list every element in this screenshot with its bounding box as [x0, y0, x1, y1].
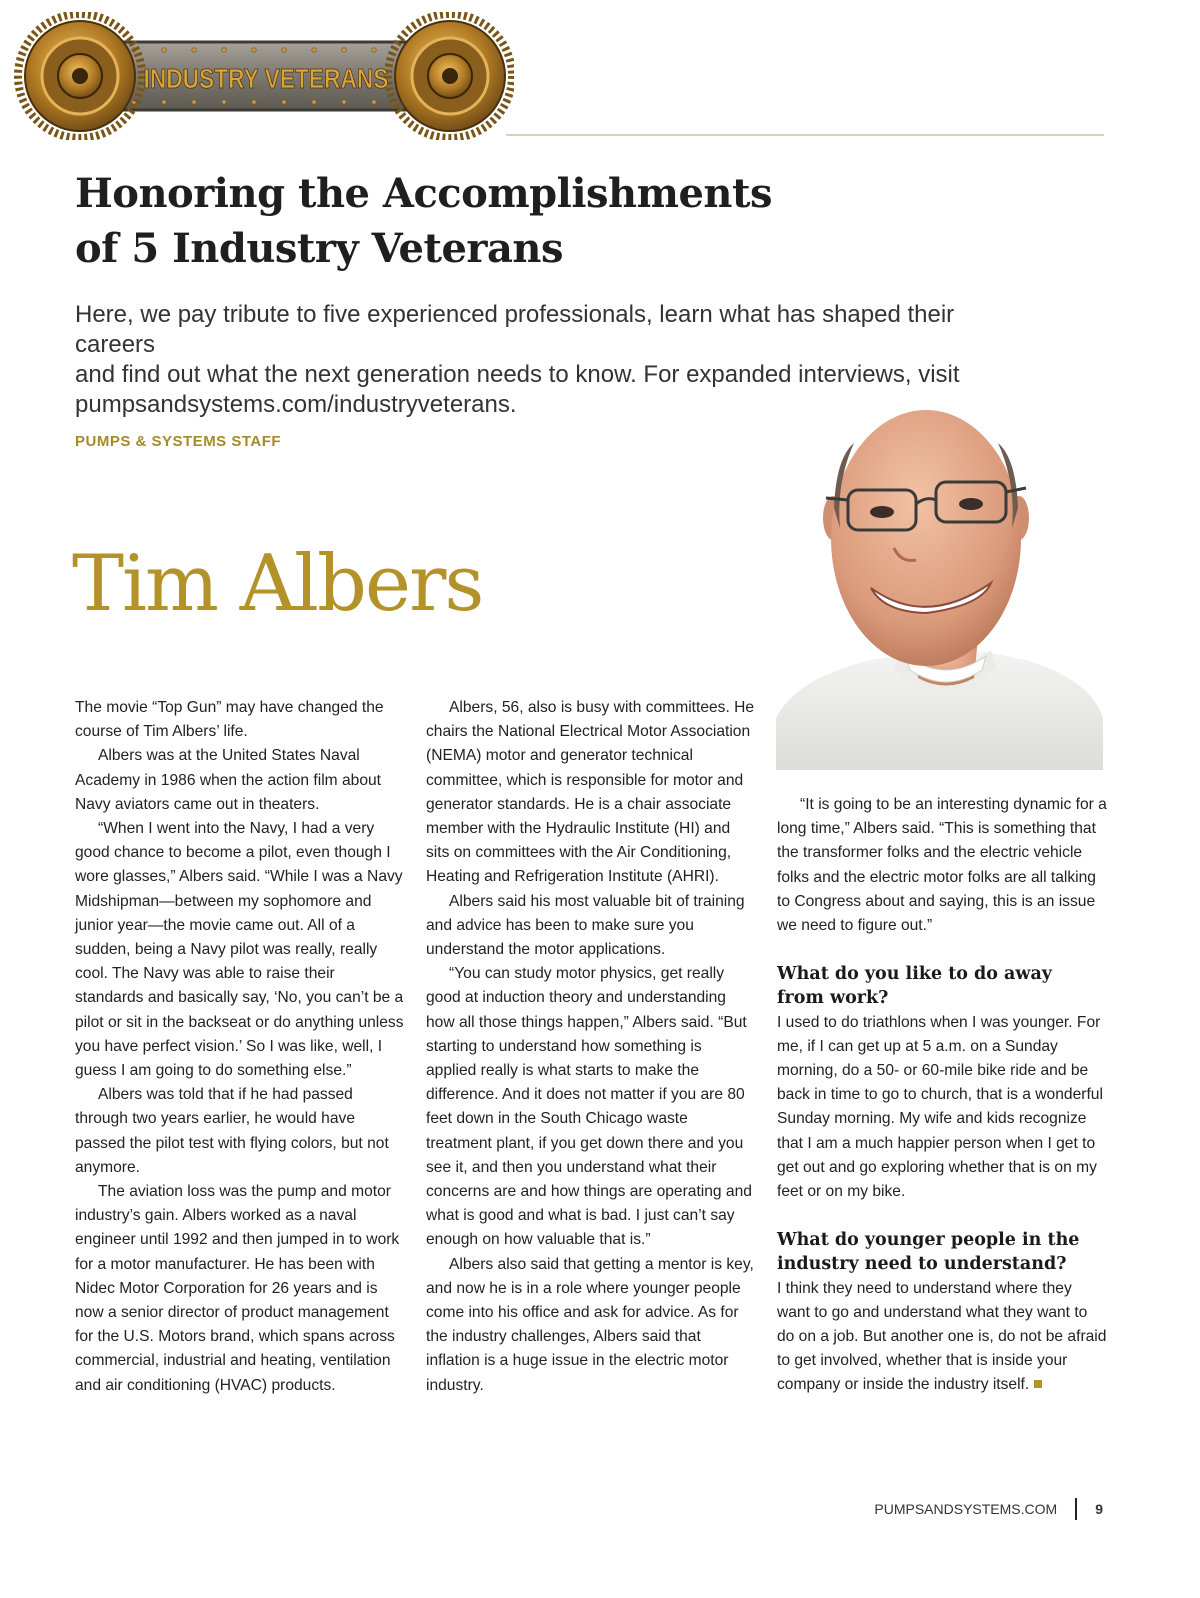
- paragraph: Albers also said that getting a mentor is key, and now he is in a role where younger people come into his office and ask for advice. As for the industry challenges, Albers said that inflation is a huge issue in the electric motor industry.: [426, 1255, 754, 1394]
- portrait-photo: [776, 388, 1103, 770]
- paragraph: Albers said his most valuable bit of training and advice has been to make sure you understand the motor applications.: [426, 892, 745, 959]
- right-gear-icon: [388, 14, 512, 138]
- answer-2-wrapper: [777, 1277, 1107, 1398]
- question-2-line-1: What do younger people in the: [777, 1230, 1080, 1251]
- paragraph: Albers was told that if he had passed through two years earlier, he would have passed the pilot test with flying colors, but not anymore.: [75, 1086, 389, 1176]
- question-1-line-1: What do you like to do away: [777, 964, 1052, 985]
- footer-site: PUMPSANDSYSTEMS.COM: [874, 1501, 1058, 1517]
- paragraph: “When I went into the Navy, I had a very good chance to become a pilot, even though I wore glasses,” Albers said. “While I was a Navy Midshipman—between my sophomore and junior year—the movie came out. All of a sudden, being a Navy pilot was really, really cool. The Navy was able to raise their standards and basically say, ‘No, you can’t be a pilot or sit in the backseat or do anything unless you have perfect vision.’ So I was like, well, I guess I am going to do something else.”: [75, 820, 404, 1080]
- answer-1: I used to do triathlons when I was younger. For me, if I can get up at 5 a.m. on a Sunday morning, do a 50- or 60-mile bike ride and be back in time to go to church, that is a wonderful Sunday morning. My wife and kids recognize that I am a much happier person when I get to get out and go exploring whether that is on my feet or on my bike.: [777, 1013, 1103, 1201]
- question-2-line-2: industry need to understand?: [777, 1254, 1067, 1275]
- paragraph: The aviation loss was the pump and motor industry’s gain. Albers worked as a naval engineer until 1992 and then jumped in to work for a motor manufacturer. He has been with Nidec Motor Corporation for 26 years and is now a senior director of product management for the U.S. Motors brand, which spans across commercial, industrial and heating, ventilation and air conditioning (HVAC) products.: [75, 1183, 400, 1394]
- article-column-1: [75, 696, 405, 1398]
- byline: PUMPS & SYSTEMS STAFF: [75, 433, 282, 450]
- industry-veterans-banner: [14, 12, 514, 140]
- quote-paragraph: “It is going to be an interesting dynamic for a long time,” Albers said. “This is something that the transformer folks and the electric vehicle folks and the electric motor folks are all talking to Congress about and saying, this is an issue we need to figure out.”: [777, 796, 1107, 935]
- title-line-1: Honoring the Accomplishments: [75, 170, 772, 217]
- page-footer: [874, 1498, 1103, 1520]
- article-column-3: [777, 793, 1107, 1398]
- banner-rule: [506, 134, 1104, 136]
- page-title: [75, 166, 975, 276]
- title-line-2: of 5 Industry Veterans: [75, 225, 563, 272]
- paragraph: The movie “Top Gun” may have changed the course of Tim Albers’ life.: [75, 699, 384, 741]
- answer-2: I think they need to understand where they want to go and understand what they want to do on a job. But another one is, do not be afraid to get involved, whether that is inside your company or inside the industry itself.: [777, 1279, 1107, 1394]
- paragraph: Albers, 56, also is busy with committees. He chairs the National Electrical Motor Association (NEMA) motor and generator technical committee, which is responsible for motor and generator standards. He is a chair associate member with the Hydraulic Institute (HI) and sits on committees with the Air Conditioning, Heating and Refrigeration Institute (AHRI).: [426, 699, 755, 886]
- deck-line-2: and find out what the next generation needs to know. For expanded interviews, visit: [75, 361, 960, 388]
- deck-line-1: Here, we pay tribute to five experienced professionals, learn what has shaped their careers: [75, 301, 955, 358]
- banner-label: INDUSTRY VETERANS: [143, 63, 389, 94]
- left-gear-icon: [18, 14, 142, 138]
- paragraph: Albers was at the United States Naval Academy in 1986 when the action film about Navy aviators came out in theaters.: [75, 747, 381, 813]
- article-column-2: [426, 696, 756, 1398]
- question-heading-2: [777, 1228, 1107, 1276]
- deck-line-3: pumpsandsystems.com/industryveterans.: [75, 391, 517, 418]
- page-number: 9: [1095, 1501, 1103, 1517]
- footer-divider: [1075, 1498, 1077, 1520]
- end-mark-icon: [1034, 1380, 1042, 1388]
- question-heading-1: [777, 962, 1107, 1010]
- paragraph: “You can study motor physics, get really good at induction theory and understanding how all those things happen,” Albers said. “But starting to understand how something is applied really is what starts to make the difference. And it does not matter if you are 80 feet down in the South Chicago waste treatment plant, if you get down there and you see it, and then you understand what their concerns are and how things are operating and what is good and what is bad. I just can’t say enough on how valuable that is.”: [426, 965, 752, 1249]
- question-1-line-2: from work?: [777, 988, 889, 1009]
- profile-name: Tim Albers: [72, 539, 483, 629]
